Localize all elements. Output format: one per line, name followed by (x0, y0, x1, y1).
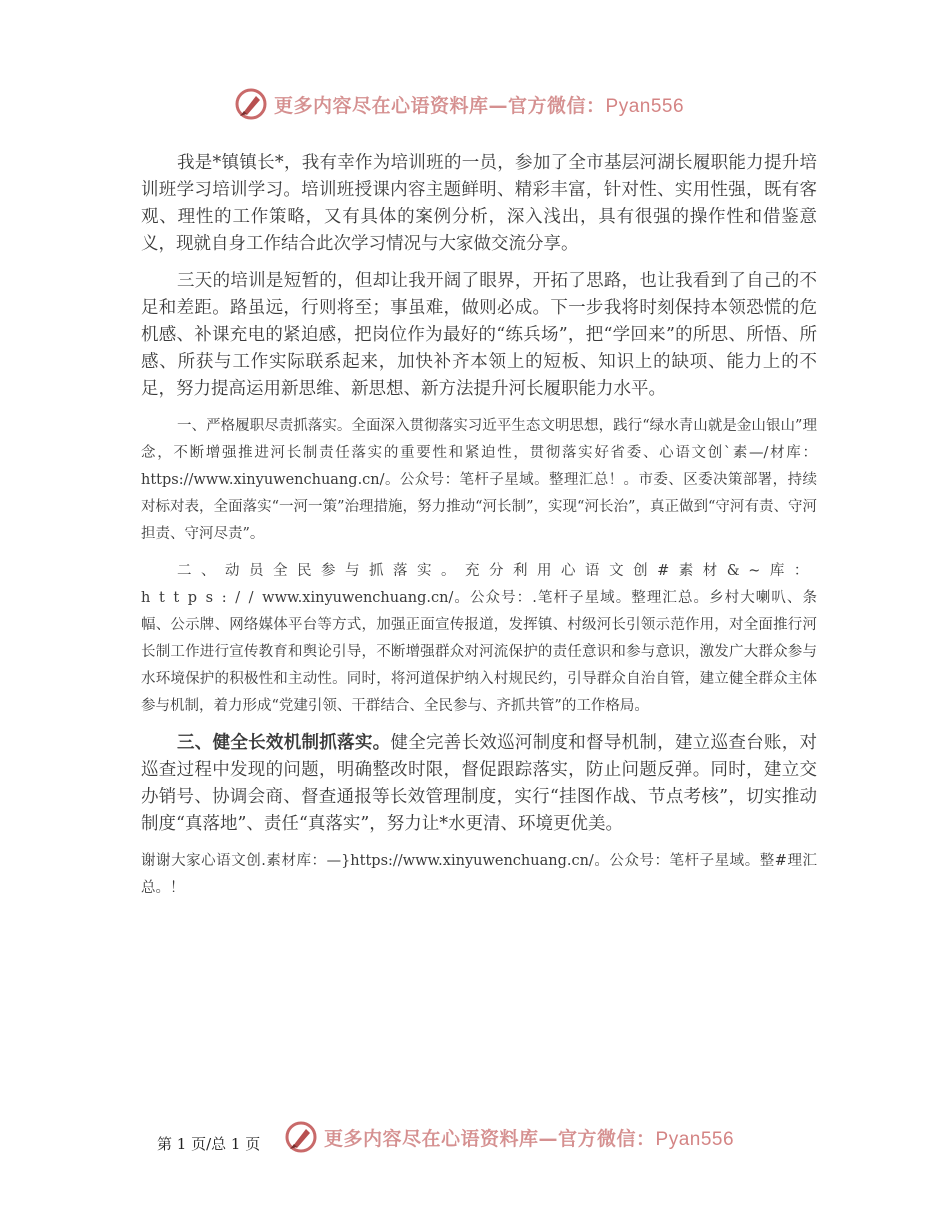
banner-text (274, 91, 684, 118)
pen-nib-logo-icon (284, 1120, 318, 1154)
banner-text (324, 1124, 734, 1151)
section-two-body: www.xinyuwenchuang.cn/。公众号：.笔杆子星域。整理汇总。乡村大喇叭、条幅、公示牌、网络媒体平台等方式，加强正面宣传报道，发挥镇、村级河长引领示范作用，对全面推行河长制工作进行宣传教育和舆论引导，不断增强群众对河流保护的责任意识和参与意识，激发广大群众参与水环境保护的积极性和主动性。同时，将河道保护纳入村规民约，引导群众自治自管，建立健全群众主体参与机制，着力形成“党建引领、干群结合、全民参与、齐抓共管”的工作格局。 (141, 590, 817, 714)
section-three-heading: 三、健全长效机制抓落实。 (177, 733, 391, 753)
banner-text-cn: 更多内容尽在心语资料库—官方微信： (324, 1127, 656, 1150)
section-three-body: 健全完善长效巡河制度和督导机制，建立巡查台账，对巡查过程中发现的问题，明确整改时限，督促跟踪落实，防止问题反弹。同时，建立交办销号、协调会商、督查通报等长效管理制度，实行“挂图作战、节点考核”，切实推动制度“真落地”、责任“真落实”，努力让*水更清、环境更优美。 (141, 733, 818, 834)
paragraph-section-two (141, 558, 817, 720)
paragraph-closing: 谢谢大家心语文创.素材库：—}https://www.xinyuwenchuang.cn/。公众号：笔杆子星域。整#理汇总。！ (141, 853, 817, 896)
paragraph-intro: 我是*镇镇长*，我有幸作为培训班的一员，参加了全市基层河湖长履职能力提升培训班学习培训学习。培训班授课内容主题鲜明、精彩丰富，针对性、实用性强，既有客观、理性的工作策略，又有具体的案例分析，深入浅出，具有很强的操作性和借鉴意义，现就自身工作结合此次学习情况与大家做交流分享。 (141, 153, 817, 254)
document-body (141, 150, 817, 902)
header-banner (0, 84, 950, 124)
page-number: 第 1 页/总 1 页 (157, 1135, 261, 1153)
banner-text-wechat-id: Pyan556 (605, 95, 685, 117)
footer-banner-inner (284, 1120, 734, 1154)
paragraph-section-three (141, 730, 817, 838)
paragraph-reflection: 三天的培训是短暂的，但却让我开阔了眼界，开拓了思路，也让我看到了自己的不足和差距。路虽远，行则将至；事虽难，做则必成。下一步我将时刻保持本领恐慌的危机感、补课充电的紧迫感，把岗位作为最好的“练兵场”，把“学回来”的所思、所悟、所感、所获与工作实际联系起来，加快补齐本领上的短板、知识上的缺项、能力上的不足，努力提高运用新思维、新思想、新方法提升河长履职能力水平。 (141, 271, 817, 399)
footer-banner (0, 1117, 950, 1157)
section-two-heading: 二、动员全民参与抓落实。充分利用心语文创#素材&~库：https:// (141, 563, 817, 606)
banner-text-wechat-id: Pyan556 (655, 1128, 735, 1150)
paragraph-section-one: 一、严格履职尽责抓落实。全面深入贯彻落实习近平生态文明思想，践行“绿水青山就是金山银山”理念，不断增强推进河长制责任落实的重要性和紧迫性，贯彻落实好省委、心语文创`素—/材库：https://www.xinyuwenchuang.cn/。公众号：笔杆子星域。整理汇总！。市委、区委决策部署，持续对标对表，全面落实“一河一策”治理措施，努力推动“河长制”，实现“河长治”，真正做到“守河有责、守河担责、守河尽责”。 (141, 418, 817, 542)
pen-nib-logo-icon (234, 87, 268, 121)
header-banner-inner (234, 87, 684, 121)
banner-text-cn: 更多内容尽在心语资料库—官方微信： (274, 94, 606, 117)
